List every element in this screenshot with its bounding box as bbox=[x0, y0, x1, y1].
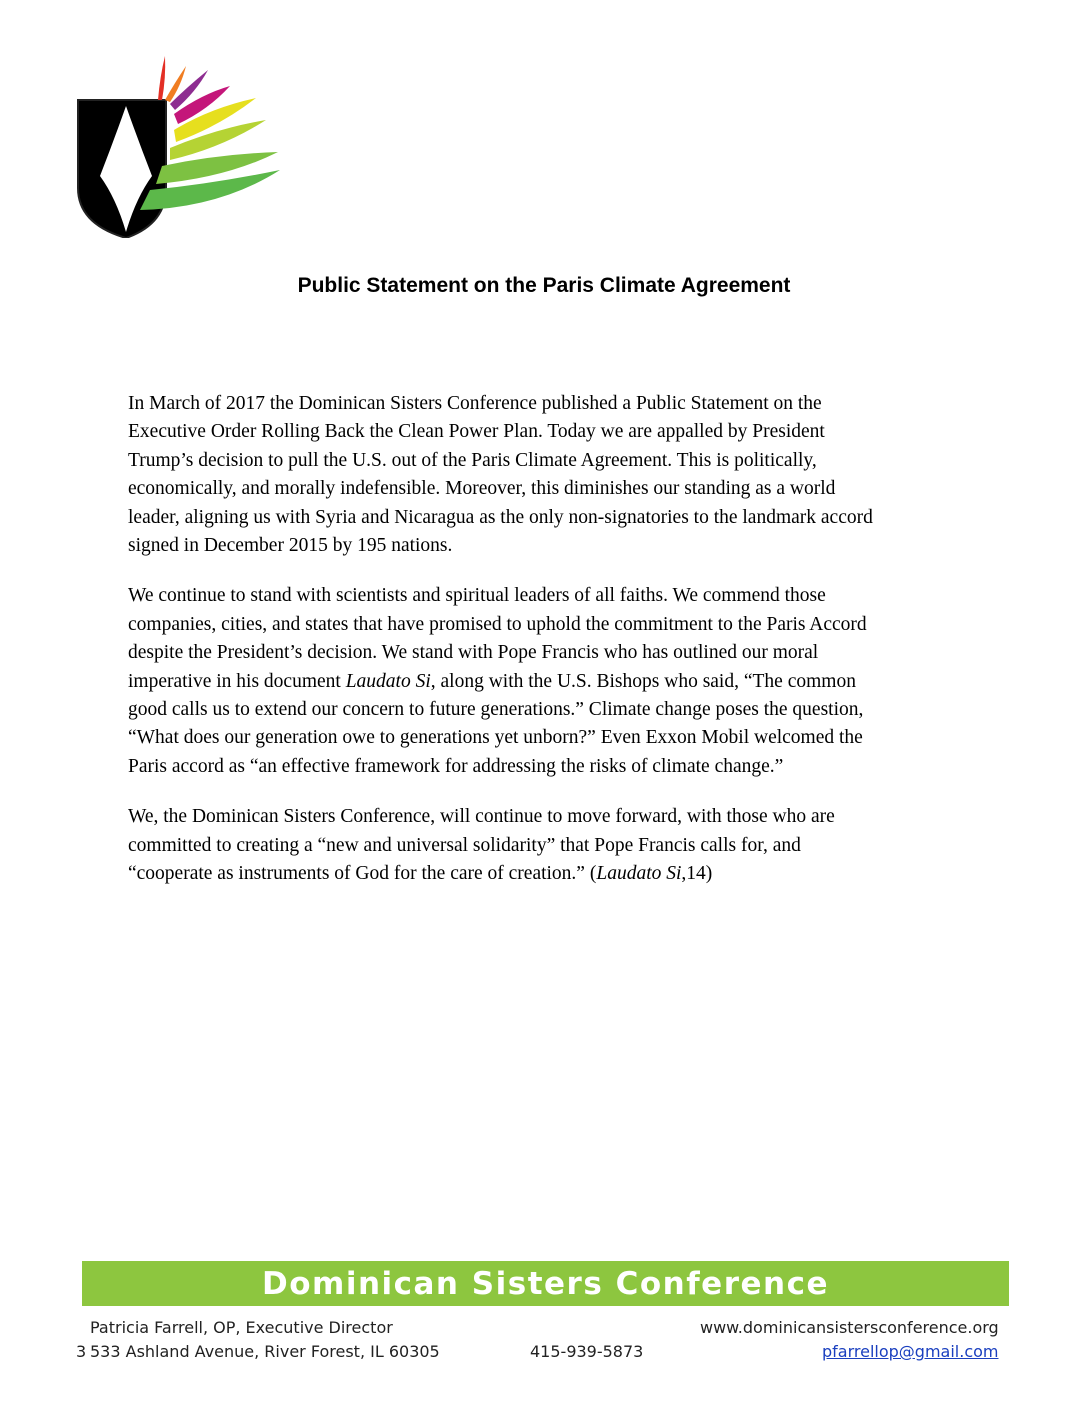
text-line bbox=[128, 860, 958, 888]
shield-logo-icon bbox=[70, 48, 290, 238]
paragraph-2 bbox=[128, 582, 958, 781]
laudato-si-citation: Laudato Si bbox=[596, 863, 682, 885]
text-line: Trump’s decision to pull the U.S. out of the Paris Climate Agreement. This is politically, bbox=[128, 449, 817, 471]
text-line bbox=[128, 668, 958, 696]
text-line: economically, and morally indefensible. Moreover, this diminishes our standing as a world bbox=[128, 478, 836, 500]
text-line: Paris accord as “an effective framework for addressing the risks of climate change.” bbox=[128, 755, 784, 777]
organization-name: Dominican Sisters Conference bbox=[261, 1265, 829, 1302]
text-line: We continue to stand with scientists and spiritual leaders of all faiths. We commend those bbox=[128, 585, 826, 607]
organization-banner bbox=[82, 1261, 1009, 1306]
director-line: Patricia Farrell, OP, Executive Director bbox=[90, 1318, 393, 1337]
paragraph-3 bbox=[128, 803, 958, 888]
text-line: We, the Dominican Sisters Conference, will continue to move forward, with those who are bbox=[128, 806, 835, 828]
document-body bbox=[128, 390, 958, 911]
website-link[interactable]: www.dominicansistersconference.org bbox=[700, 1318, 999, 1337]
phone-number: 415-939-5873 bbox=[530, 1342, 644, 1361]
text-line: In March of 2017 the Dominican Sisters Conference published a Public Statement on the bbox=[128, 393, 822, 414]
text-run: ,14) bbox=[681, 863, 713, 885]
text-line: Executive Order Rolling Back the Clean Power Plan. Today we are appalled by President bbox=[128, 421, 825, 443]
email-link[interactable]: pfarrellop@gmail.com bbox=[822, 1342, 999, 1361]
text-run: “cooperate as instruments of God for the care of creation.” ( bbox=[128, 863, 597, 885]
text-line: companies, cities, and states that have promised to uphold the commitment to the Paris Accord bbox=[128, 613, 867, 635]
document-title: Public Statement on the Paris Climate Agreement bbox=[297, 274, 791, 297]
paragraph-1 bbox=[128, 390, 958, 560]
text-line: good calls us to extend our concern to future generations.” Climate change poses the question, bbox=[128, 699, 864, 721]
text-line: signed in December 2015 by 195 nations. bbox=[128, 535, 453, 557]
text-line: committed to creating a “new and universal solidarity” that Pope Francis calls for, and bbox=[128, 834, 801, 856]
text-run: imperative in his document bbox=[128, 670, 346, 692]
text-line: “What does our generation owe to generations yet unborn?” Even Exxon Mobil welcomed the bbox=[128, 727, 863, 749]
text-line: despite the President’s decision. We stand with Pope Francis who has outlined our moral bbox=[128, 642, 819, 664]
laudato-si-citation: Laudato Si bbox=[345, 670, 431, 692]
text-line: leader, aligning us with Syria and Nicaragua as the only non-signatories to the landmark accord bbox=[128, 506, 873, 528]
text-run: , along with the U.S. Bishops who said, “The common bbox=[430, 670, 856, 692]
address-line: 533 Ashland Avenue, River Forest, IL 60305 bbox=[90, 1342, 440, 1361]
address-prefix: 3 bbox=[76, 1342, 87, 1361]
